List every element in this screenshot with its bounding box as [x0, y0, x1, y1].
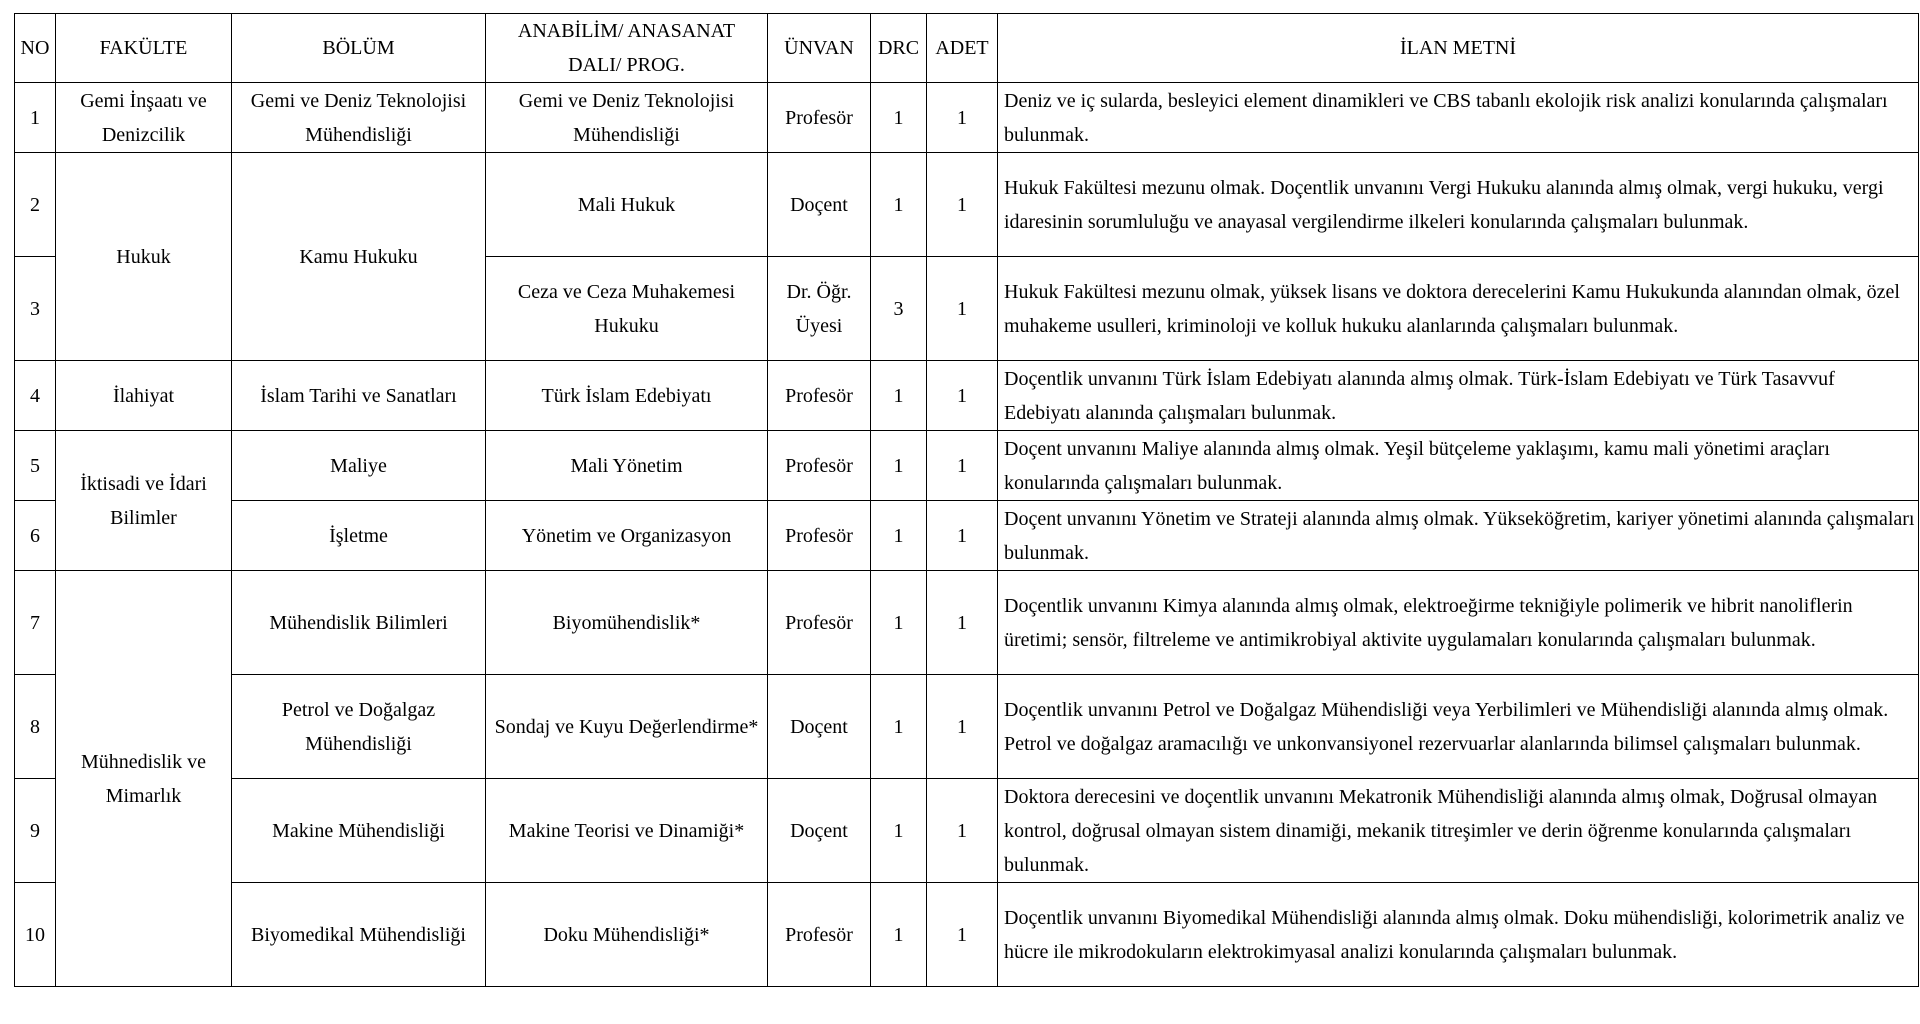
- cell-drc: 1: [871, 501, 927, 571]
- cell-bolum: Biyomedikal Mühendisliği: [232, 883, 486, 987]
- cell-no: 1: [15, 83, 56, 153]
- table-row: [15, 571, 1919, 675]
- cell-unvan: Profesör: [768, 431, 871, 501]
- table-row: [15, 431, 1919, 501]
- cell-bolum: Mühendislik Bilimleri: [232, 571, 486, 675]
- cell-bolum: Petrol ve Doğalgaz Mühendisliği: [232, 675, 486, 779]
- cell-ilan-metni: Doçentlik unvanını Petrol ve Doğalgaz Mühendisliği veya Yerbilimleri ve Mühendisliği alanında almış olmak. Petrol ve doğalgaz aramacılığı ve unkonvansiyonel rezervuarlar alanlarında bilimsel çalışmaları bulunmak.: [998, 675, 1919, 779]
- cell-bolum: Maliye: [232, 431, 486, 501]
- cell-no: 5: [15, 431, 56, 501]
- cell-bolum: Gemi ve Deniz Teknolojisi Mühendisliği: [232, 83, 486, 153]
- cell-drc: 1: [871, 779, 927, 883]
- cell-fakulte: Hukuk: [56, 153, 232, 361]
- cell-drc: 3: [871, 257, 927, 361]
- cell-unvan: Dr. Öğr. Üyesi: [768, 257, 871, 361]
- cell-no: 4: [15, 361, 56, 431]
- cell-anabilim: Mali Hukuk: [486, 153, 768, 257]
- cell-no: 8: [15, 675, 56, 779]
- cell-fakulte: Gemi İnşaatı ve Denizcilik: [56, 83, 232, 153]
- header-adet: ADET: [927, 14, 998, 83]
- cell-anabilim: Sondaj ve Kuyu Değerlendirme*: [486, 675, 768, 779]
- cell-ilan-metni: Hukuk Fakültesi mezunu olmak. Doçentlik unvanını Vergi Hukuku alanında almış olmak, vergi hukuku, vergi idaresinin sorumluluğu ve anayasal vergilendirme ilkeleri konularında çalışmaları bulunmak.: [998, 153, 1919, 257]
- cell-drc: 1: [871, 83, 927, 153]
- job-posting-table: [14, 13, 1919, 987]
- cell-no: 2: [15, 153, 56, 257]
- cell-anabilim: Yönetim ve Organizasyon: [486, 501, 768, 571]
- cell-unvan: Doçent: [768, 779, 871, 883]
- header-unvan: ÜNVAN: [768, 14, 871, 83]
- header-drc: DRC: [871, 14, 927, 83]
- cell-no: 7: [15, 571, 56, 675]
- cell-no: 3: [15, 257, 56, 361]
- cell-no: 6: [15, 501, 56, 571]
- table-row: [15, 675, 1919, 779]
- header-anabilim: ANABİLİM/ ANASANAT DALI/ PROG.: [486, 14, 768, 83]
- cell-no: 10: [15, 883, 56, 987]
- cell-bolum: Makine Mühendisliği: [232, 779, 486, 883]
- cell-ilan-metni: Doktora derecesini ve doçentlik unvanını Mekatronik Mühendisliği alanında almış olmak, Doğrusal olmayan kontrol, doğrusal olmayan sistem dinamiği, mekanik titreşimler ve derin öğrenme konularında çalışmaları bulunmak.: [998, 779, 1919, 883]
- table-row: [15, 153, 1919, 257]
- cell-anabilim: Gemi ve Deniz Teknolojisi Mühendisliği: [486, 83, 768, 153]
- table-row: [15, 883, 1919, 987]
- cell-drc: 1: [871, 883, 927, 987]
- cell-adet: 1: [927, 779, 998, 883]
- cell-unvan: Profesör: [768, 571, 871, 675]
- cell-unvan: Profesör: [768, 501, 871, 571]
- cell-unvan: Profesör: [768, 83, 871, 153]
- cell-ilan-metni: Doçentlik unvanını Türk İslam Edebiyatı alanında almış olmak. Türk-İslam Edebiyatı ve Türk Tasavvuf Edebiyatı alanında çalışmaları bulunmak.: [998, 361, 1919, 431]
- cell-fakulte: İlahiyat: [56, 361, 232, 431]
- cell-unvan: Profesör: [768, 361, 871, 431]
- cell-anabilim: Mali Yönetim: [486, 431, 768, 501]
- cell-ilan-metni: Doçentlik unvanını Biyomedikal Mühendisliği alanında almış olmak. Doku mühendisliği, kolorimetrik analiz ve hücre ile mikrodokuların elektrokimyasal analizi konularında çalışmaları bulunmak.: [998, 883, 1919, 987]
- cell-adet: 1: [927, 83, 998, 153]
- cell-ilan-metni: Doçent unvanını Yönetim ve Strateji alanında almış olmak. Yükseköğretim, kariyer yönetimi alanında çalışmaları bulunmak.: [998, 501, 1919, 571]
- cell-drc: 1: [871, 571, 927, 675]
- cell-adet: 1: [927, 571, 998, 675]
- cell-bolum: İslam Tarihi ve Sanatları: [232, 361, 486, 431]
- cell-drc: 1: [871, 361, 927, 431]
- cell-adet: 1: [927, 153, 998, 257]
- cell-bolum: Kamu Hukuku: [232, 153, 486, 361]
- cell-drc: 1: [871, 431, 927, 501]
- cell-anabilim: Biyomühendislik*: [486, 571, 768, 675]
- table-row: [15, 361, 1919, 431]
- cell-adet: 1: [927, 257, 998, 361]
- header-bolum: BÖLÜM: [232, 14, 486, 83]
- cell-ilan-metni: Deniz ve iç sularda, besleyici element dinamikleri ve CBS tabanlı ekolojik risk analizi konularında çalışmaları bulunmak.: [998, 83, 1919, 153]
- table-row: [15, 83, 1919, 153]
- cell-anabilim: Doku Mühendisliği*: [486, 883, 768, 987]
- cell-adet: 1: [927, 361, 998, 431]
- cell-unvan: Profesör: [768, 883, 871, 987]
- header-ilan-metni: İLAN METNİ: [998, 14, 1919, 83]
- cell-no: 9: [15, 779, 56, 883]
- cell-ilan-metni: Doçent unvanını Maliye alanında almış olmak. Yeşil bütçeleme yaklaşımı, kamu mali yönetimi araçları konularında çalışmaları bulunmak.: [998, 431, 1919, 501]
- cell-adet: 1: [927, 675, 998, 779]
- table-row: [15, 501, 1919, 571]
- header-no: NO: [15, 14, 56, 83]
- cell-adet: 1: [927, 501, 998, 571]
- job-posting-table-container: [14, 13, 1918, 987]
- cell-drc: 1: [871, 675, 927, 779]
- cell-bolum: İşletme: [232, 501, 486, 571]
- cell-adet: 1: [927, 883, 998, 987]
- cell-ilan-metni: Doçentlik unvanını Kimya alanında almış olmak, elektroeğirme tekniğiyle polimerik ve hibrit nanoliflerin üretimi; sensör, filtreleme ve antimikrobiyal aktivite uygulamaları konularında çalışmaları bulunmak.: [998, 571, 1919, 675]
- cell-anabilim: Makine Teorisi ve Dinamiği*: [486, 779, 768, 883]
- cell-anabilim: Ceza ve Ceza Muhakemesi Hukuku: [486, 257, 768, 361]
- cell-drc: 1: [871, 153, 927, 257]
- cell-anabilim: Türk İslam Edebiyatı: [486, 361, 768, 431]
- table-row: [15, 779, 1919, 883]
- cell-unvan: Doçent: [768, 675, 871, 779]
- cell-ilan-metni: Hukuk Fakültesi mezunu olmak, yüksek lisans ve doktora derecelerini Kamu Hukukunda alanından olmak, özel muhakeme usulleri, kriminoloji ve kolluk hukuku alanlarında çalışmaları bulunmak.: [998, 257, 1919, 361]
- header-fakulte: FAKÜLTE: [56, 14, 232, 83]
- cell-adet: 1: [927, 431, 998, 501]
- header-row: [15, 14, 1919, 83]
- cell-unvan: Doçent: [768, 153, 871, 257]
- cell-fakulte: İktisadi ve İdari Bilimler: [56, 431, 232, 571]
- cell-fakulte: Mühnedislik ve Mimarlık: [56, 571, 232, 987]
